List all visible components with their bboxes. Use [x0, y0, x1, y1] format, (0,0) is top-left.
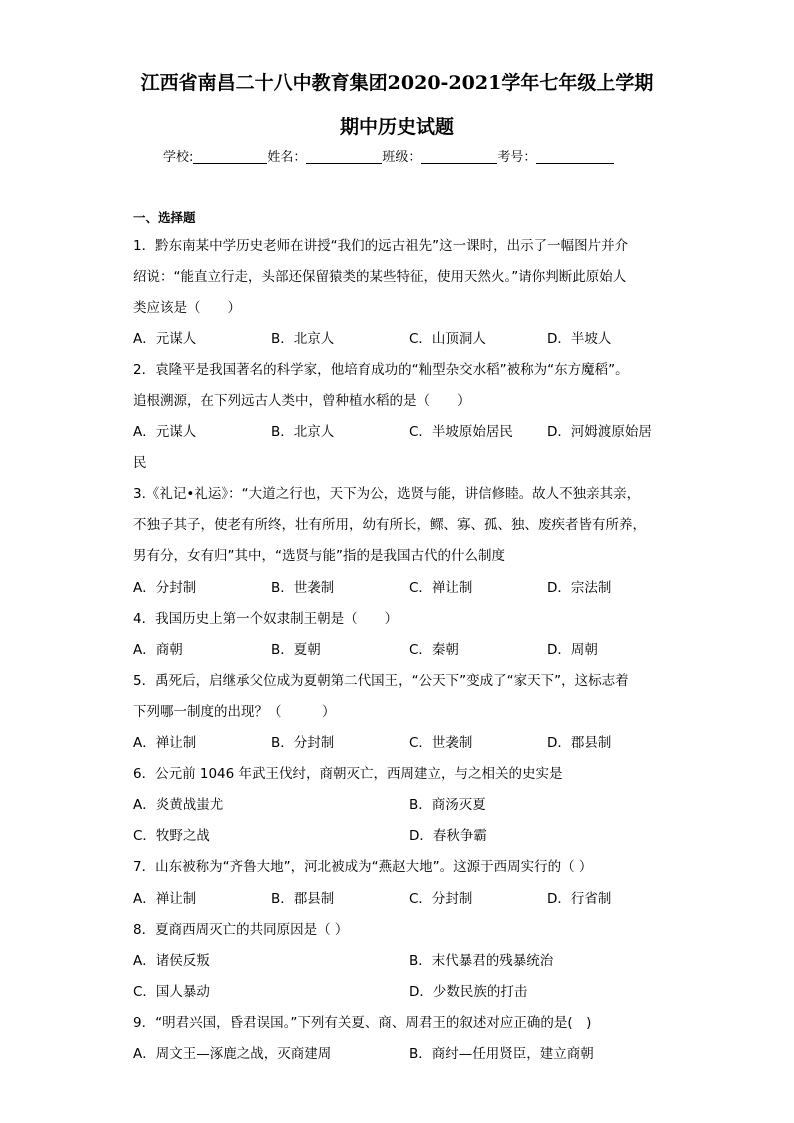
question-2-line-2: 追根溯源，在下列远古人类中，曾种植水稻的是（ ）	[133, 393, 471, 409]
question-7-option-c: C．分封制	[409, 891, 473, 907]
school-blank	[193, 149, 267, 164]
question-7-line-1: 7．山东被称为“齐鲁大地”，河北被成为“燕赵大地”。这源于西周实行的（ ）	[133, 859, 593, 875]
question-5-option-d: D．郡县制	[547, 735, 612, 751]
question-3-option-a: A．分封制	[133, 580, 197, 596]
question-6-option-a: A．炎黄战蚩尤	[133, 797, 224, 813]
question-2-line-1: 2．袁隆平是我国著名的科学家，他培育成功的“籼型杂交水稻”被称为“东方魔稻”。	[133, 362, 629, 378]
question-1-line-2: 绍说：“能直立行走，头部还保留猿类的某些特征，使用天然火。”请你判断此原始人	[133, 269, 627, 285]
question-4-option-c: C．秦朝	[409, 642, 459, 658]
question-3-option-d: D．宗法制	[547, 580, 612, 596]
question-3-line-3: 男有分，女有归”其中，“选贤与能”指的是我国古代的什么制度	[133, 548, 505, 564]
class-blank	[421, 149, 497, 164]
question-7-option-b: B．郡县制	[271, 891, 335, 907]
school-label: 学校:	[163, 150, 194, 165]
question-9-option-a: A．周文王—涿鹿之战，灭商建周	[133, 1046, 332, 1062]
question-3-line-2: 不独子其子，使老有所终，壮有所用，幼有所长，鳏、寡、孤、独、废疾者皆有所养，	[133, 517, 646, 533]
class-label: 班级：	[382, 150, 422, 165]
question-2-option-b: B．北京人	[271, 424, 335, 440]
question-6-line-1: 6．公元前 1046 年武王伐纣，商朝灭亡，西周建立，与之相关的史实是	[133, 766, 563, 782]
question-7-option-a: A．禅让制	[133, 891, 197, 907]
question-5-line-2: 下列哪一制度的出现？（ ）	[133, 704, 336, 720]
question-2-option-c: C．半坡原始居民	[409, 424, 513, 440]
question-2-option-d: D．河姆渡原始居	[547, 424, 652, 440]
question-6-option-b: B．商汤灭夏	[409, 797, 486, 813]
question-1-line-3: 类应该是（ ）	[133, 300, 241, 316]
question-4-option-d: D．周朝	[547, 642, 598, 658]
question-3-line-1: 3.《礼记•礼运》：“大道之行也，天下为公，选贤与能，讲信修睦。故人不独亲其亲，	[133, 486, 641, 502]
name-label: 姓名：	[267, 150, 307, 165]
question-1-option-a: A．元谋人	[133, 331, 197, 347]
question-5-option-a: A．禅让制	[133, 735, 197, 751]
question-9-line-1: 9．“明君兴国，昏君误国。”下列有关夏、商、周君王的叙述对应正确的是( )	[133, 1015, 592, 1031]
question-9-option-b: B．商纣—任用贤臣，建立商朝	[409, 1046, 594, 1062]
question-5-option-b: B．分封制	[271, 735, 335, 751]
question-3-option-c: C．禅让制	[409, 580, 473, 596]
exam-number-blank	[536, 149, 614, 164]
question-2-option-d-wrap: 民	[133, 455, 147, 471]
question-8-option-c: C．国人暴动	[133, 984, 210, 1000]
question-5-option-c: C．世袭制	[409, 735, 473, 751]
section-heading: 一、选择题	[133, 210, 196, 225]
question-7-option-d: D．行省制	[547, 891, 612, 907]
question-4-line-1: 4．我国历史上第一个奴隶制王朝是（ ）	[133, 611, 399, 627]
question-2-option-a: A．元谋人	[133, 424, 197, 440]
student-info-row	[163, 146, 614, 165]
question-3-option-b: B．世袭制	[271, 580, 335, 596]
exam-title-line-1: 江西省南昌二十八中教育集团2020-2021学年七年级上学期	[140, 72, 654, 94]
question-4-option-a: A．商朝	[133, 642, 183, 658]
question-1-option-d: D．半坡人	[547, 331, 612, 347]
name-blank	[306, 149, 382, 164]
question-1-line-1: 1．黔东南某中学历史老师在讲授“我们的远古祖先”这一课时，出示了一幅图片并介	[133, 238, 629, 254]
question-8-option-b: B．末代暴君的残暴统治	[409, 953, 554, 969]
question-8-option-d: D．少数民族的打击	[409, 984, 528, 1000]
question-6-option-c: C．牧野之战	[133, 828, 210, 844]
question-1-option-b: B．北京人	[271, 331, 335, 347]
exam-number-label: 考号：	[497, 150, 537, 165]
question-5-line-1: 5．禹死后，启继承父位成为夏朝第二代国王，“公天下”变成了“家天下”，这标志着	[133, 673, 629, 689]
question-8-line-1: 8．夏商西周灭亡的共同原因是（ ）	[133, 922, 349, 938]
question-8-option-a: A．诸侯反叛	[133, 953, 210, 969]
exam-title-line-2: 期中历史试题	[339, 116, 454, 138]
question-4-option-b: B．夏朝	[271, 642, 321, 658]
question-1-option-c: C．山顶洞人	[409, 331, 486, 347]
question-6-option-d: D．春秋争霸	[409, 828, 487, 844]
